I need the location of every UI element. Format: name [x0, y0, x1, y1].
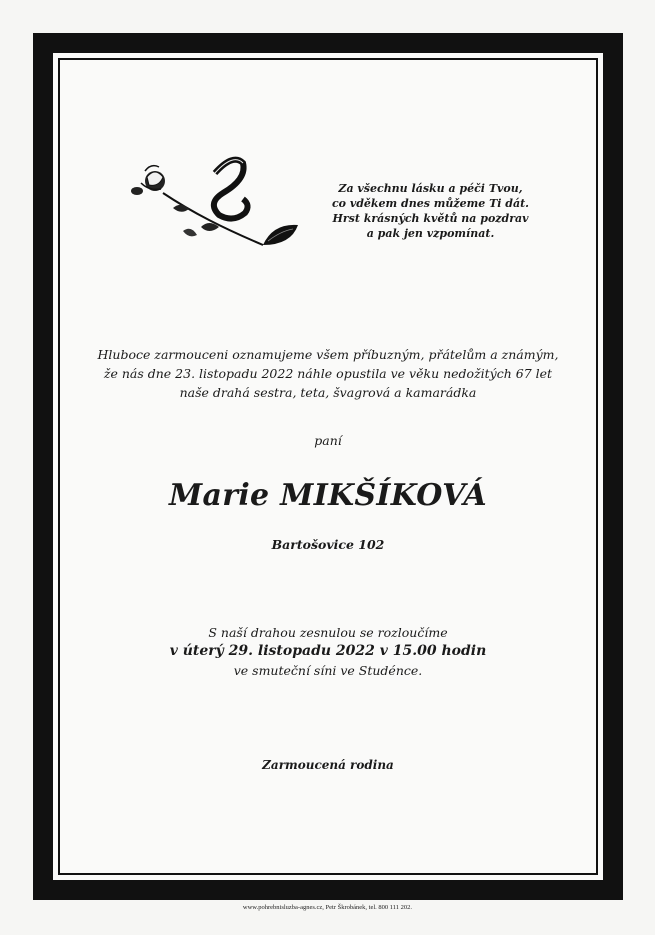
rose-with-ribbon-icon [123, 153, 303, 253]
deceased-name: Marie MIKŠÍKOVÁ [169, 478, 487, 513]
farewell-intro: S naší drahou zesnulou se rozloučíme [208, 625, 448, 640]
poem-line: Hrst krásných květů na pozdrav [332, 212, 529, 225]
funeral-service-footer: www.pohrebnisluzba-agnes.cz, Petr Škrobánek, tel. 800 111 202. [242, 904, 413, 911]
poem-line: Za všechnu lásku a péči Tvou, [338, 182, 523, 195]
signature: Zarmoucená rodina [262, 758, 394, 772]
honorific: paní [314, 433, 342, 448]
poem-line: co vděkem dnes můžeme Ti dát. [331, 197, 530, 210]
announcement-line: Hluboce zarmouceni oznamujeme všem příbuzným, přátelům a známým, [97, 347, 559, 362]
funeral-date-time: v úterý 29. listopadu 2022 v 15.00 hodin [169, 643, 487, 659]
memorial-poem [288, 181, 573, 241]
announcement-line: naše drahá sestra, teta, švagrová a kamarádka [179, 385, 477, 400]
obituary-content [53, 53, 603, 880]
funeral-details [53, 623, 603, 680]
black-mourning-frame [33, 33, 623, 900]
poem-line: a pak jen vzpomínat. [366, 227, 495, 240]
death-announcement [93, 345, 563, 402]
announcement-line: že nás dne 23. listopadu 2022 náhle opustila ve věku nedožitých 67 let [103, 366, 553, 381]
funeral-location: ve smuteční síni ve Studénce. [233, 663, 423, 678]
deceased-address: Bartošovice 102 [271, 537, 385, 552]
